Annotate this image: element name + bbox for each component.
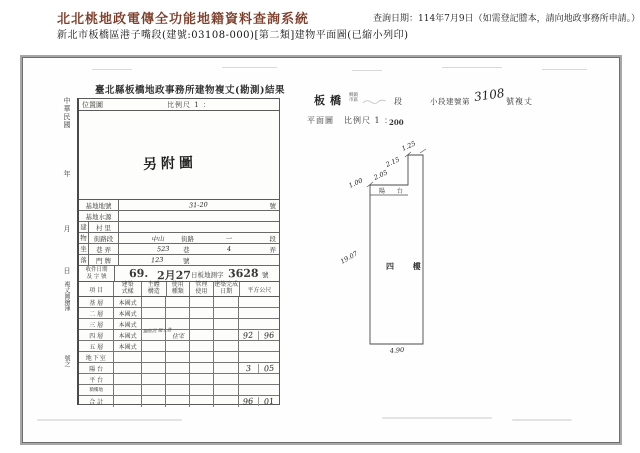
district-unit-label [349, 93, 358, 104]
stamp-year: 69. [128, 266, 149, 281]
floor-label: 四 層 [79, 330, 114, 340]
floor-label: 騎樓地 [79, 385, 114, 395]
building-no-suffix: 號複丈 [506, 97, 533, 106]
style-cell: 本國式 [114, 319, 141, 329]
section-label: 段 [394, 97, 402, 106]
receipt-unit: 號 [262, 271, 269, 279]
row-label: 村 里 [89, 222, 119, 232]
printed-lane-anchor: 巷 [183, 246, 190, 254]
row-label: 基地地號 [79, 200, 119, 210]
scan-smudge [382, 417, 492, 419]
group-char: 建 [79, 222, 89, 232]
row-base-lot-no [79, 200, 279, 211]
printed-no-anchor: 號 [183, 257, 190, 265]
floor-label: 平 台 [79, 374, 114, 384]
district-name: 板橋 [314, 94, 346, 107]
unit-label: 號 [269, 202, 276, 210]
margin-book-no-label: 號之 [63, 355, 70, 367]
subsection-label: 小段建號第 [430, 97, 470, 106]
handwritten-lane-no: 523 [156, 244, 170, 254]
area-dec: 96 [263, 329, 275, 341]
handwritten-structure: 鋼筋混 凝土造 [142, 328, 172, 335]
header-structure: 主體構造 [142, 282, 167, 296]
form-title: 臺北縣板橋地政事務所建物複丈(勘測)結果 [95, 85, 285, 96]
unit-top: 鄉鎮 [349, 93, 358, 98]
scan-artifact [92, 69, 132, 70]
style-cell: 本國式 [114, 341, 141, 351]
dim-label-extension: 2.15 [384, 155, 401, 169]
query-date: 查詢日期：114年7月9日（如需登記謄本，請向地政事務所申請。） [373, 14, 640, 24]
table-row-floor1 [79, 297, 279, 308]
scan-artifact [442, 67, 502, 68]
floor-label: 二 層 [79, 308, 114, 318]
location-header-row [79, 99, 279, 111]
total-area-int: 96 [242, 396, 255, 407]
printed-alley-anchor: 弄 [269, 246, 276, 254]
handwritten-street-name: 中山 [150, 234, 165, 244]
style-cell: 本國式 [114, 297, 141, 307]
floor-label: 五 層 [79, 341, 114, 351]
header-use-type: 使用種類 [167, 282, 191, 296]
row-label: 街路段 [89, 233, 119, 243]
total-area-dec: 01 [263, 396, 275, 407]
scan-artifact [542, 69, 587, 70]
header-style: 建築式樣 [114, 282, 142, 296]
scan-smudge [512, 419, 572, 421]
margin-book-label: 複丈圖繪簿 [63, 281, 70, 311]
handwritten-alley-no: 4 [226, 244, 232, 254]
location-scale-label: 比例尺 1 ： [167, 101, 211, 109]
location-label: 位置圖 [82, 101, 103, 109]
total-label: 合 計 [79, 396, 114, 407]
stamp-month-day: 2月27 [156, 268, 192, 283]
faint-handwriting-squiggle [362, 98, 390, 106]
scan-artifact [222, 67, 277, 68]
floor-plan-drawing [332, 132, 512, 372]
margin-era-label: 中華民國 [63, 97, 71, 129]
plan-scale-value: 200 [389, 118, 404, 127]
stamp-doc-no: 3628 [227, 266, 259, 281]
header-management: 管理使用 [190, 282, 214, 296]
row-base-source [79, 211, 279, 222]
table-row-floor3 [79, 319, 279, 330]
area-dec: 05 [263, 362, 275, 374]
margin-month-label: 月 [63, 225, 71, 233]
dim-label-balcony-width: 2.05 [372, 168, 389, 182]
scanned-document-frame [20, 55, 622, 445]
building-outline [370, 155, 423, 344]
receipt-doc-type: 日板地測字 [191, 271, 224, 279]
dim-label-balcony-height: 1.00 [347, 176, 364, 190]
receipt-label-top: 收件日期 [85, 267, 108, 273]
document-subtitle: 新北市板橋區港子嘴段(建號:03108-000)[第二類]建物平面圖(已縮小列印) [57, 30, 409, 41]
row-label [79, 266, 115, 281]
style-cell: 本國式 [114, 308, 141, 318]
dim-label-building-width: 4.90 [389, 345, 405, 355]
table-row-platform [79, 374, 279, 385]
row-receipt-date [79, 266, 279, 282]
system-title: 北北桃地政電傳全功能地籍資料查詢系統 [57, 12, 310, 27]
receipt-label-bottom: 及 字 號 [86, 274, 107, 281]
printed-section-anchor: 段 [269, 235, 276, 243]
table-row-arcade [79, 385, 279, 396]
table-row-balcony [79, 363, 279, 374]
floor-table-header [79, 282, 279, 297]
handwritten-section-no: 一 [224, 234, 232, 244]
balcony-room-label: 陽 台 [379, 188, 408, 195]
handwritten-note: 另附圖 [142, 155, 198, 173]
row-street [79, 233, 279, 244]
table-row-floor2 [79, 308, 279, 319]
table-row-floor5 [79, 341, 279, 352]
floor-label: 三 層 [79, 319, 114, 329]
margin-day-label: 日 [63, 267, 71, 275]
dim-tick [420, 149, 426, 153]
row-label: 巷 弄 [89, 244, 119, 254]
table-row-basement [79, 352, 279, 363]
area-int: 92 [242, 329, 255, 341]
handwritten-use: 住宅 [171, 332, 184, 340]
table-row-floor4 [79, 330, 279, 341]
row-label: 門 牌 [89, 255, 119, 265]
row-door-plate [79, 255, 279, 266]
group-char: 坐 [79, 244, 89, 254]
floor-label: 地下室 [79, 352, 114, 362]
header-square-meters: 平方公尺 [247, 286, 272, 294]
group-char: 物 [79, 233, 89, 243]
dim-label-top-width: 1.25 [400, 139, 417, 153]
row-lane [79, 244, 279, 255]
plan-scale-label: 比例尺 1 ： [344, 116, 394, 125]
table-row-total [79, 396, 279, 407]
header-item: 項 目 [79, 282, 114, 296]
location-map-area [79, 111, 279, 200]
plan-type-label: 平面圖 [307, 116, 334, 125]
handwritten-door-no: 123 [150, 255, 164, 265]
printed-street-anchor: 街路 [181, 235, 194, 243]
area-int: 3 [245, 363, 252, 373]
handwritten-building-no: 3108 [473, 85, 506, 105]
floor-label: 陽 台 [79, 363, 114, 373]
handwritten-lot-no: 31-20 [188, 200, 208, 210]
row-village [79, 222, 279, 233]
style-cell: 本國式 [114, 330, 141, 340]
header-completion-date: 建築完成日期 [214, 281, 239, 295]
survey-form-box [77, 98, 280, 405]
scan-artifact [352, 70, 382, 71]
room-label-fourth-floor: 四 樓 [386, 261, 429, 271]
row-label: 基地水源 [79, 211, 119, 221]
scan-smudge [37, 419, 182, 421]
dim-label-building-height: 19.07 [339, 249, 360, 266]
margin-year-label: 年 [63, 170, 71, 178]
group-char: 落 [79, 255, 89, 265]
floor-label: 基 層 [79, 297, 114, 307]
unit-bottom: 市區 [349, 98, 358, 104]
